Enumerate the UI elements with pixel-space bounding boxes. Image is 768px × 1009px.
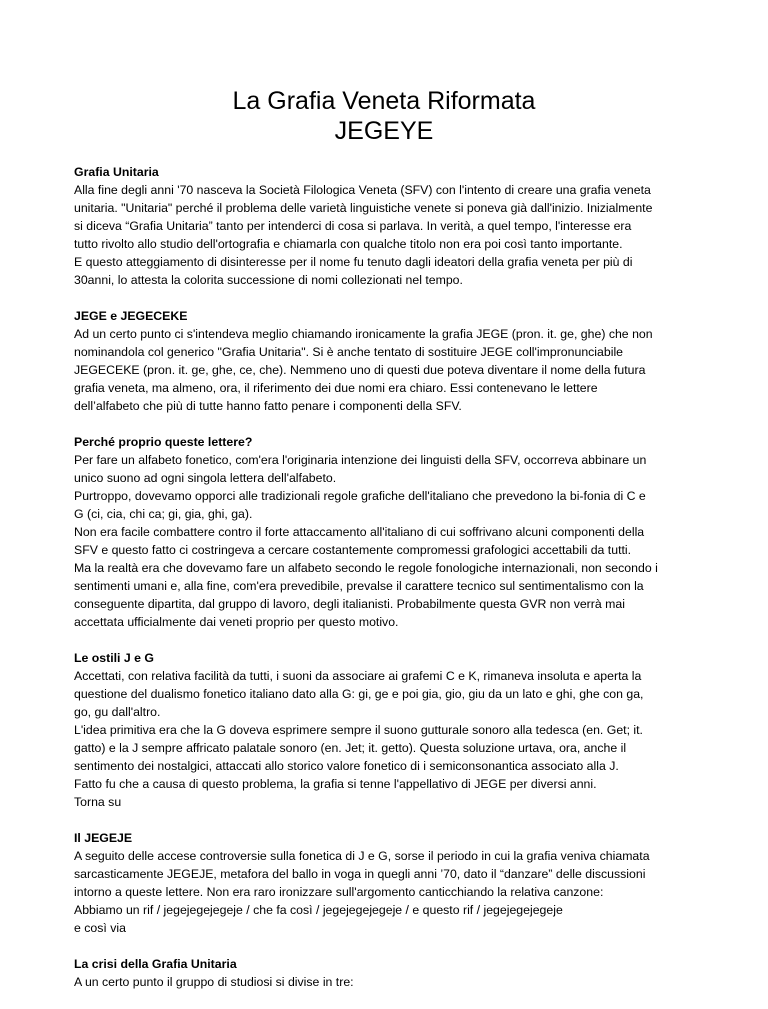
document-body xyxy=(74,163,704,1009)
section xyxy=(74,829,704,937)
body-text-line: SFV e questo fatto ci costringeva a cercare costantemente compromessi grafologici accettabili da tutti. xyxy=(74,543,632,557)
body-text-line: grafia veneta, ma almeno, ora, il riferimento dei due nomi era chiaro. Essi contenevano le lettere xyxy=(74,381,598,395)
body-text-line: Non era facile combattere contro il forte attaccamento all'italiano di cui soffrivano alcuni componenti della xyxy=(74,525,645,539)
section xyxy=(74,163,704,289)
body-text-line: dell’alfabeto che più di tutte hanno fatto penare i componenti della SFV. xyxy=(74,399,462,413)
body-text-line: Fatto fu che a causa di questo problema, la grafia si tenne l'appellativo di JEGE per diversi anni. xyxy=(74,777,597,791)
body-text-line: go, gu dall'altro. xyxy=(74,705,161,719)
body-text-line: conseguente dipartita, dal gruppo di lavoro, degli italianisti. Probabilmente questa GVR non verrà mai xyxy=(74,597,625,611)
body-text-line: E questo atteggiamento di disinteresse per il nome fu tenuto dagli ideatori della grafia veneta per più di xyxy=(74,255,633,269)
section-heading: Il JEGEJE xyxy=(74,831,133,845)
body-text-line: Abbiamo un rif / jegejegejegeje / che fa così / jegejegejegeje / e questo rif / jegejegejegeje xyxy=(74,903,563,917)
body-text-line: A un certo punto il gruppo di studiosi si divise in tre: xyxy=(74,975,354,989)
body-text-line: unico suono ad ogni singola lettera dell'alfabeto. xyxy=(74,471,337,485)
body-text-line: sarcasticamente JEGEJE, metafora del ballo in voga in quegli anni ’70, dato il “danzare” delle discussioni xyxy=(74,867,646,881)
section-heading: Le ostili J e G xyxy=(74,651,154,665)
body-text-line: Accettati, con relativa facilità da tutti, i suoni da associare ai grafemi C e K, rimaneva insoluta e aperta la xyxy=(74,669,642,683)
body-text-line: L'idea primitiva era che la G doveva esprimere sempre il suono gutturale sonoro alla tedesca (en. Get; it. xyxy=(74,723,643,737)
section xyxy=(74,433,704,631)
body-text-line: JEGECEKE (pron. it. ge, ghe, ce, che). Nemmeno uno di questi due poteva diventare il nome della futura xyxy=(74,363,646,377)
body-text-line: questione del dualismo fonetico italiano dato alla G: gi, ge e poi gia, gio, giu da un lato e ghi, ghe con ga, xyxy=(74,687,644,701)
body-text-line: unitaria. "Unitaria" perché il problema delle varietà linguistiche venete si poneva già dall'inizio. Inizialmente xyxy=(74,201,653,215)
section-heading: Grafia Unitaria xyxy=(74,165,159,179)
section xyxy=(74,649,704,811)
body-text-line: Alla fine degli anni '70 nasceva la Società Filologica Veneta (SFV) con l'intento di creare una grafia veneta xyxy=(74,183,651,197)
document-title: La Grafia Veneta Riformata xyxy=(232,87,536,115)
body-text-line: Ad un certo punto ci s'intendeva meglio chiamando ironicamente la grafia JEGE (pron. it. ge, ghe) che non xyxy=(74,327,653,341)
body-text-line: accettata ufficialmente dai veneti proprio per questo motivo. xyxy=(74,615,399,629)
body-text-line: A seguito delle accese controversie sulla fonetica di J e G, sorse il periodo in cui la grafia veniva chiamata xyxy=(74,849,650,863)
body-text-line: Purtroppo, dovevamo opporci alle tradizionali regole grafiche dell'italiano che prevedono la bi-fonia di C e xyxy=(74,489,646,503)
back-to-top-link[interactable]: Torna su xyxy=(74,795,122,809)
body-text-line: tutto rivolto allo studio dell'ortografia e chiamarla con qualche titolo non era poi così tanto importante. xyxy=(74,237,623,251)
body-text-line: 30anni, lo attesta la colorita successione di nomi collezionati nel tempo. xyxy=(74,273,463,287)
section-heading: JEGE e JEGECEKE xyxy=(74,309,188,323)
section xyxy=(74,307,704,415)
body-text-line: intorno a queste lettere. Non era raro ironizzare sull'argomento canticchiando la relativa canzone: xyxy=(74,885,604,899)
body-text-line: Ma la realtà era che dovevamo fare un alfabeto secondo le regole fonologiche internazionali, non secondo i xyxy=(74,561,658,575)
body-text-line: sentimenti umani e, alla fine, com'era prevedibile, prevalse il carattere tecnico sul sentimentalismo con la xyxy=(74,579,644,593)
section xyxy=(74,955,704,991)
body-text-line: e così via xyxy=(74,921,126,935)
body-text-line: sentimento dei nostalgici, attaccati allo storico valore fonetico di i semiconsonantica associato alla J. xyxy=(74,759,619,773)
section-heading: Perché proprio queste lettere? xyxy=(74,435,253,449)
body-text-line: G (ci, cia, chi ca; gi, gia, ghi, ga). xyxy=(74,507,253,521)
document-subtitle: JEGEYE xyxy=(334,117,434,145)
body-text-line: nominandola col generico "Grafia Unitaria". Si è anche tentato di sostituire JEGE coll'impronunciabile xyxy=(74,345,624,359)
body-text-line: si diceva “Grafia Unitaria” tanto per intenderci di cosa si parlava. In verità, a quel tempo, l'interesse era xyxy=(74,219,632,233)
body-text-line: Per fare un alfabeto fonetico, com'era l'originaria intenzione dei linguisti della SFV, occorreva abbinare un xyxy=(74,453,647,467)
section-heading: La crisi della Grafia Unitaria xyxy=(74,957,237,971)
body-text-line: gatto) e la J sempre affricato palatale sonoro (en. Jet; it. getto). Questa soluzione urtava, ora, anche il xyxy=(74,741,627,755)
title-block xyxy=(0,86,768,146)
